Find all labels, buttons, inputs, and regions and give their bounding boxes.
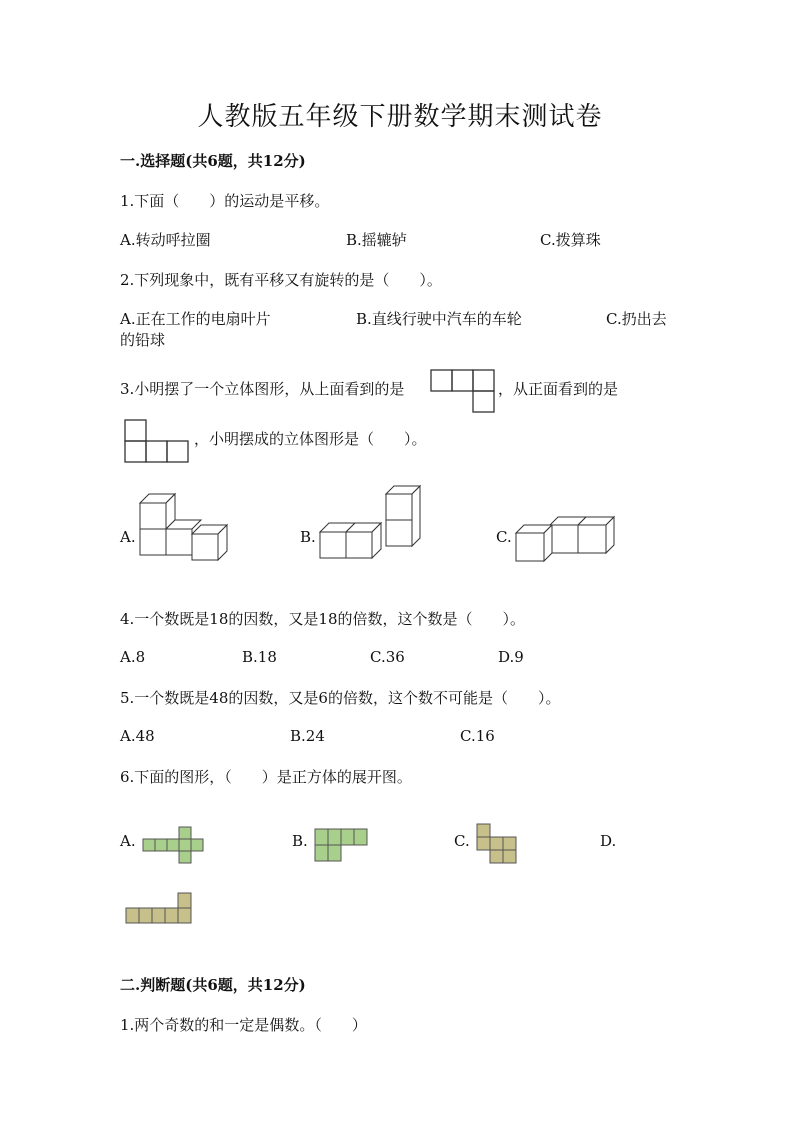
q2-option-a[interactable]: A.正在工作的电扇叶片: [120, 310, 271, 328]
q4-option-a[interactable]: A.8: [120, 648, 146, 666]
q1-option-c[interactable]: C.拨算珠: [540, 231, 601, 249]
top-view-figure: [430, 369, 496, 413]
front-view-figure: [124, 419, 190, 463]
q3-option-c-label[interactable]: C.: [496, 528, 512, 546]
question-3-end: ，小明摆成的立体图形是（ ）。: [194, 430, 427, 448]
question-2: 2.下列现象中，既有平移又有旋转的是（ ）。: [120, 271, 442, 289]
q6-option-a-label[interactable]: A.: [120, 832, 136, 850]
q2-option-b[interactable]: B.直线行驶中汽车的车轮: [356, 310, 522, 328]
question-4: 4.一个数既是18的因数，又是18的倍数，这个数是（ ）。: [120, 610, 525, 628]
question-3: 3.小明摆了一个立体图形，从上面看到的是: [120, 380, 405, 398]
q1-option-b[interactable]: B.摇辘轳: [346, 231, 407, 249]
q6-option-b-label[interactable]: B.: [292, 832, 308, 850]
section-heading-choice: 一.选择题(共6题，共12分): [120, 152, 306, 170]
q3-option-a-label[interactable]: A.: [120, 528, 136, 546]
question-5: 5.一个数既是48的因数，又是6的倍数，这个数不可能是（ ）。: [120, 689, 561, 707]
q5-option-c[interactable]: C.16: [460, 727, 495, 745]
q3-option-b-cubes[interactable]: [320, 486, 424, 566]
q4-option-d[interactable]: D.9: [498, 648, 524, 666]
q4-option-c[interactable]: C.36: [370, 648, 405, 666]
q3-option-b-label[interactable]: B.: [300, 528, 316, 546]
judgement-question-1: 1.两个奇数的和一定是偶数。（ ）: [120, 1016, 367, 1034]
question-6: 6.下面的图形，（ ）是正方体的展开图。: [120, 768, 412, 786]
section-heading-judgement: 二.判断题(共6题，共12分): [120, 976, 306, 994]
q2-option-c-continued: 的铅球: [120, 331, 166, 349]
q1-option-a[interactable]: A.转动呼拉圈: [120, 231, 211, 249]
q3-option-a-cubes[interactable]: [140, 494, 230, 566]
q3-option-c-cubes[interactable]: [516, 510, 620, 562]
question-1: 1.下面（ ）的运动是平移。: [120, 192, 330, 210]
q6-option-c-net[interactable]: [476, 823, 520, 865]
q6-option-a-net[interactable]: [142, 826, 208, 864]
q5-option-a[interactable]: A.48: [120, 727, 155, 745]
q2-option-c[interactable]: C.扔出去: [606, 310, 667, 328]
q4-option-b[interactable]: B.18: [242, 648, 277, 666]
q5-option-b[interactable]: B.24: [290, 727, 325, 745]
q6-option-d-net[interactable]: [125, 892, 197, 926]
q6-option-b-net[interactable]: [314, 828, 370, 864]
q6-option-c-label[interactable]: C.: [454, 832, 470, 850]
question-3-cont: ，从正面看到的是: [498, 380, 619, 398]
q6-option-d-label[interactable]: D.: [600, 832, 617, 850]
page-title: 人教版五年级下册数学期末测试卷: [197, 102, 603, 132]
